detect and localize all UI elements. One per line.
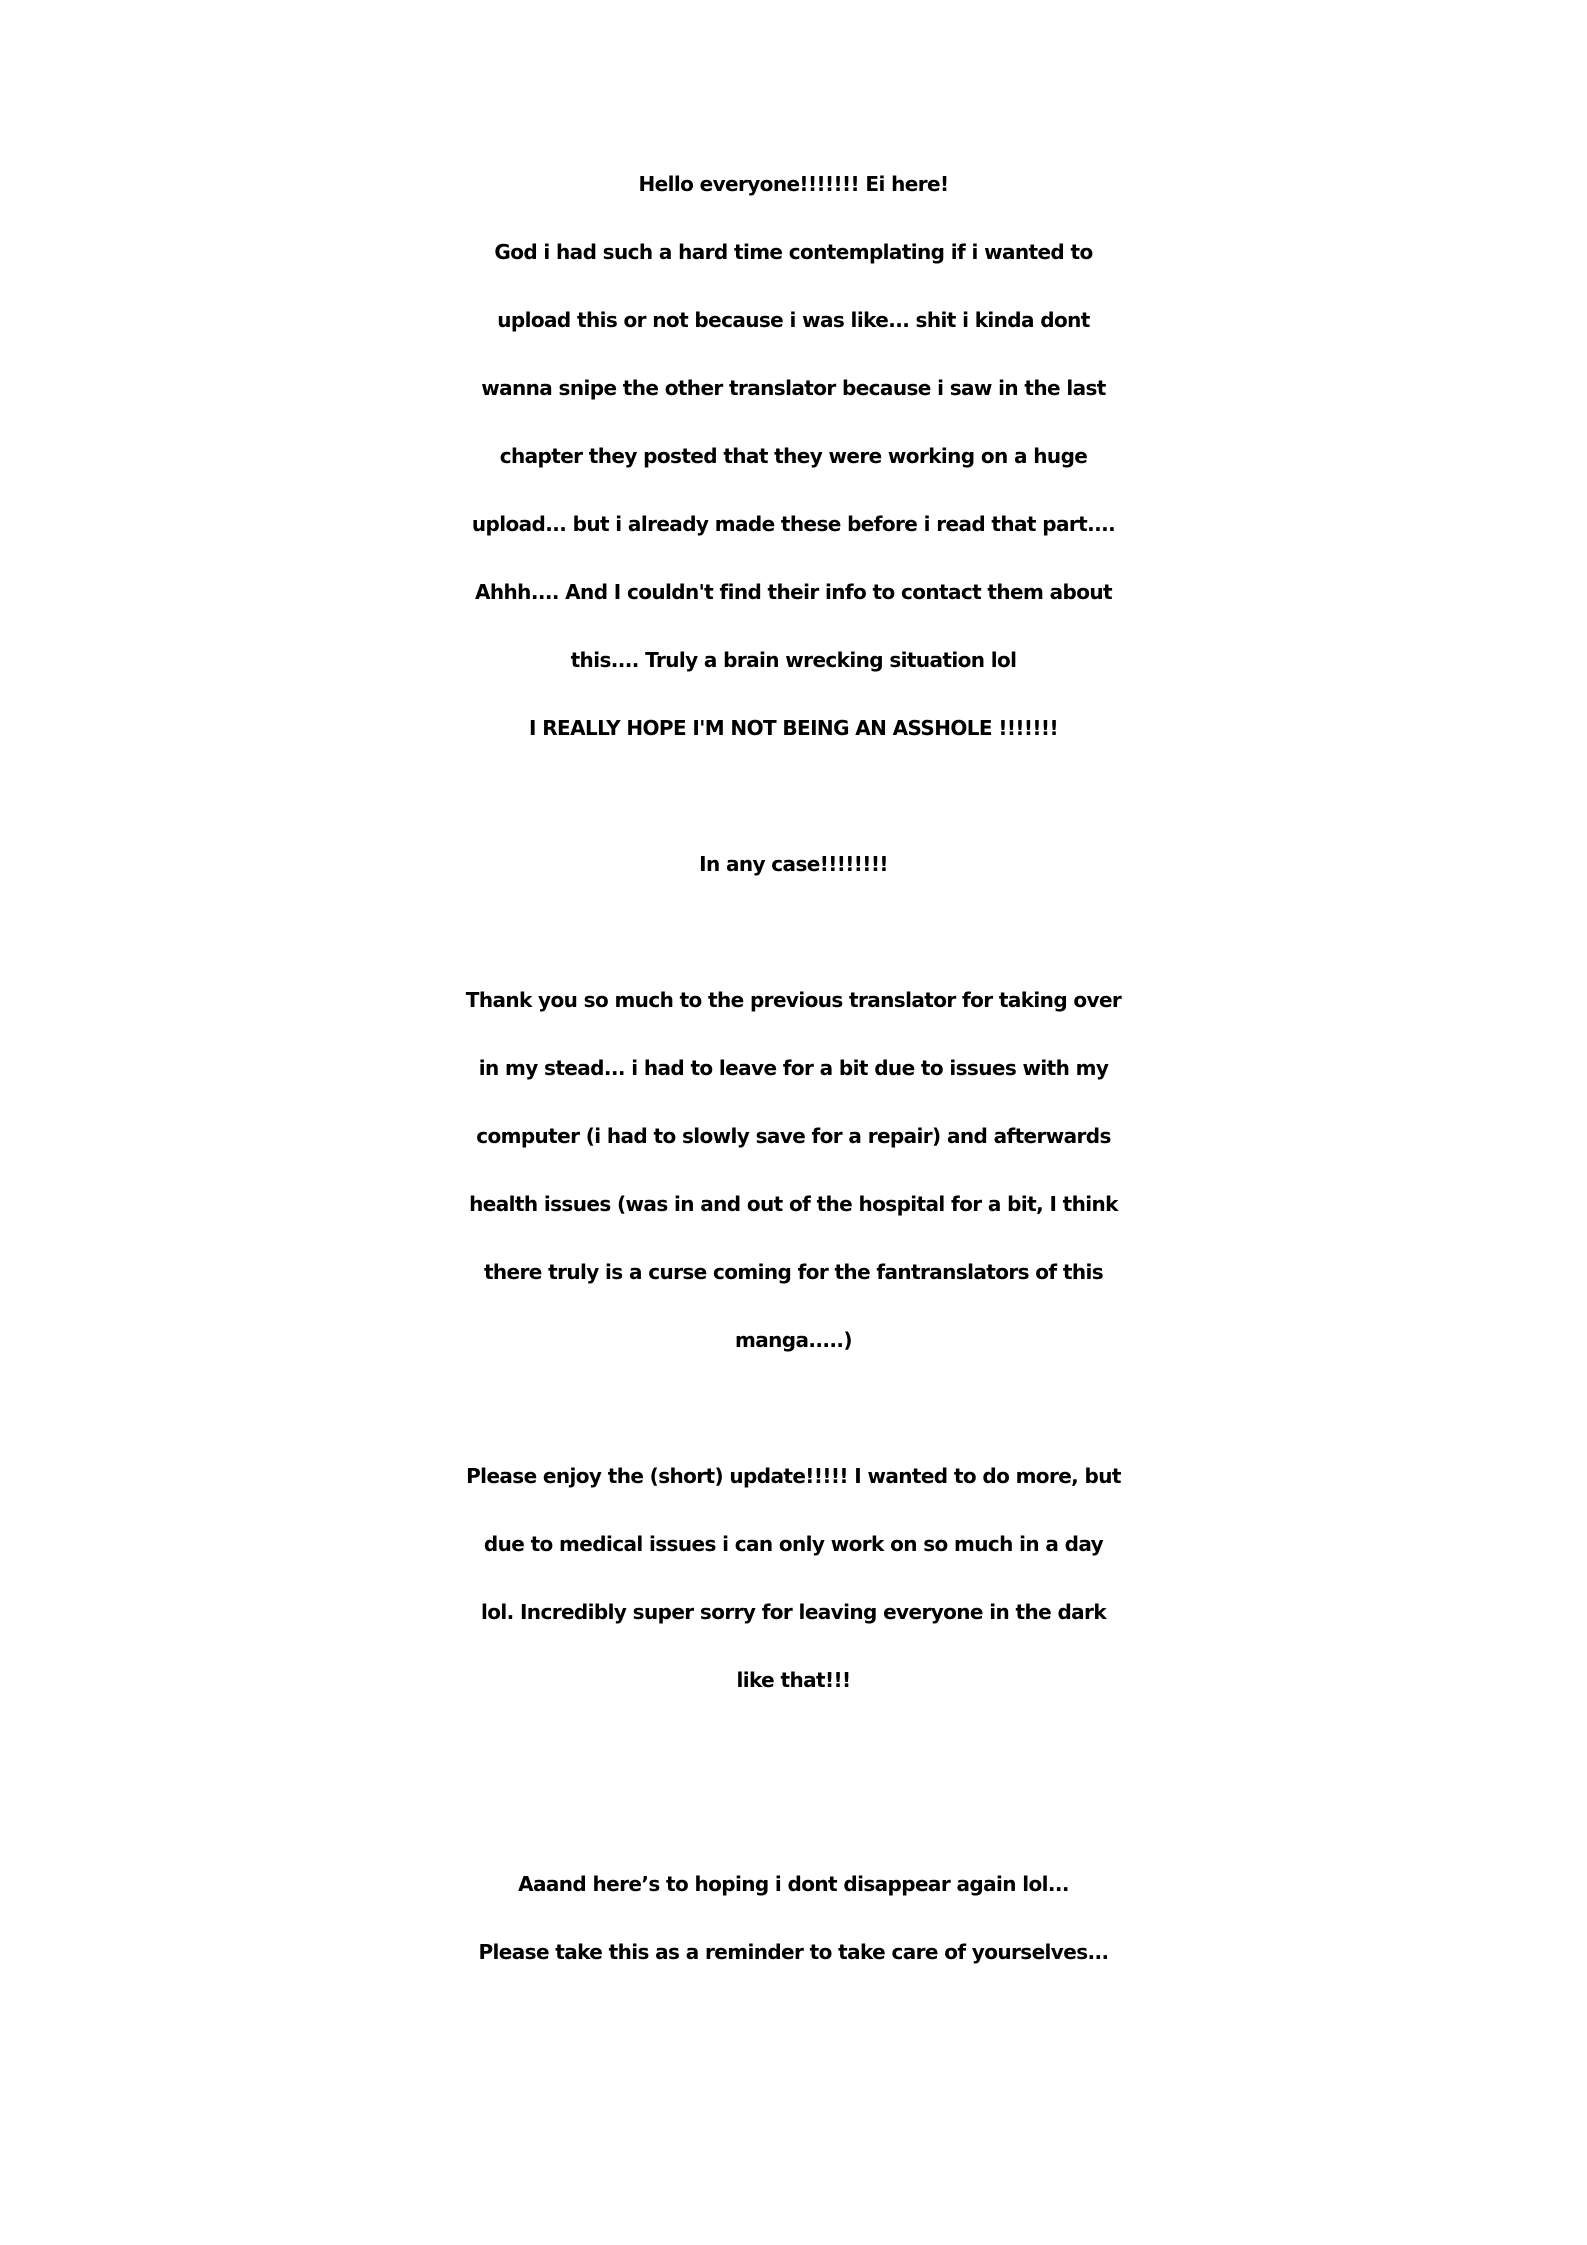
note-line: Thank you so much to the previous translator for taking over — [465, 988, 1122, 1012]
note-line: computer (i had to slowly save for a repair) and afterwards — [476, 1124, 1111, 1148]
note-line: there truly is a curse coming for the fantranslators of this — [483, 1260, 1104, 1284]
note-line: manga.....) — [735, 1328, 852, 1352]
note-line: like that!!! — [736, 1668, 851, 1692]
note-line: I REALLY HOPE I'M NOT BEING AN ASSHOLE !!!!!!! — [529, 716, 1058, 740]
note-line: Please take this as a reminder to take care of yourselves... — [478, 1940, 1109, 1964]
note-line: Please enjoy the (short) update!!!!! I wanted to do more, but — [466, 1464, 1121, 1488]
note-line: upload this or not because i was like... shit i kinda dont — [497, 308, 1090, 332]
note-line: lol. Incredibly super sorry for leaving everyone in the dark — [480, 1600, 1107, 1624]
note-line: Aaand here’s to hoping i dont disappear again lol... — [518, 1872, 1069, 1896]
note-line: wanna snipe the other translator because i saw in the last — [481, 376, 1106, 400]
note-line: In any case!!!!!!!! — [699, 852, 888, 876]
note-line: Hello everyone!!!!!!! Ei here! — [638, 172, 949, 196]
note-line: Ahhh.... And I couldn't find their info to contact them about — [475, 580, 1112, 604]
note-line: in my stead... i had to leave for a bit due to issues with my — [478, 1056, 1109, 1080]
note-line: chapter they posted that they were working on a huge — [499, 444, 1088, 468]
note-line: due to medical issues i can only work on so much in a day — [483, 1532, 1104, 1556]
note-line: God i had such a hard time contemplating if i wanted to — [494, 240, 1093, 264]
note-line: upload... but i already made these before i read that part.... — [471, 512, 1116, 536]
note-line: health issues (was in and out of the hospital for a bit, I think — [469, 1192, 1118, 1216]
note-line: this.... Truly a brain wrecking situation lol — [570, 648, 1017, 672]
